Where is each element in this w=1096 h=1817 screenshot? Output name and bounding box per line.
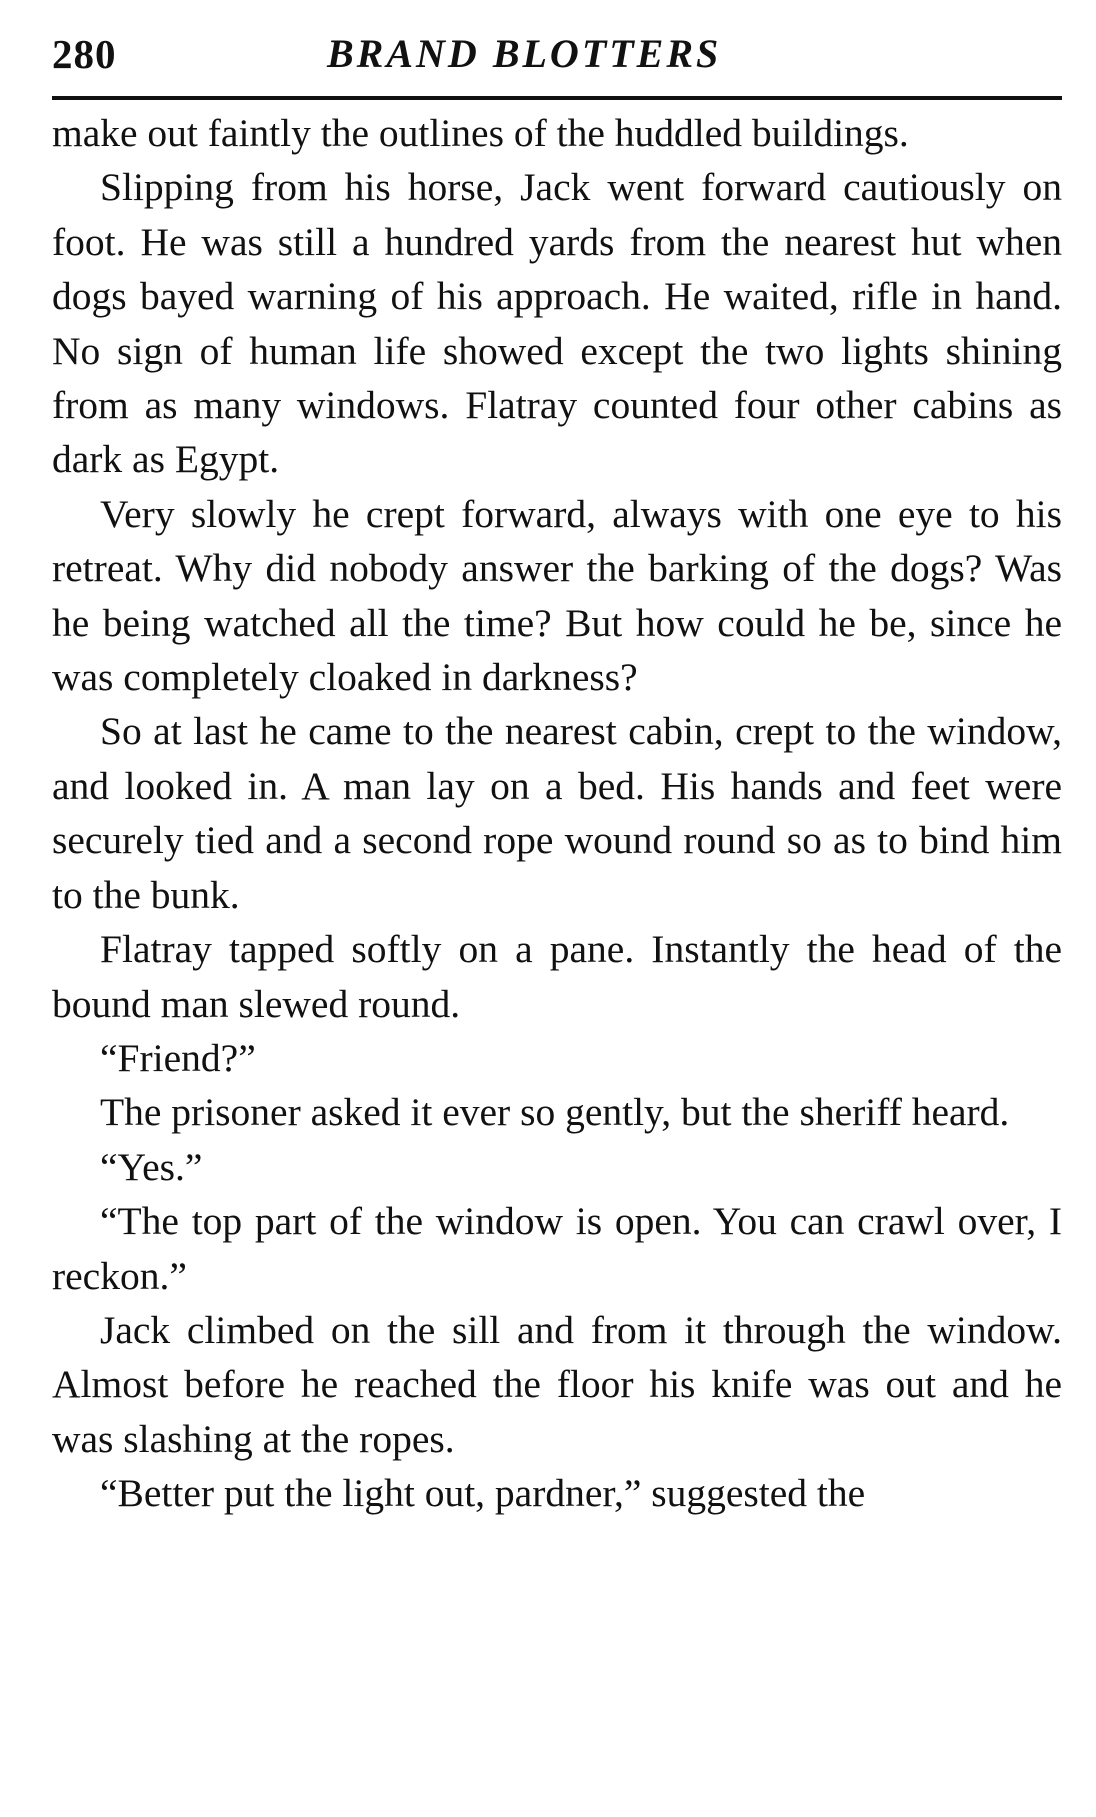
running-head bbox=[52, 30, 1062, 92]
paragraph: “Yes.” bbox=[100, 1144, 203, 1189]
paragraph: “The top part of the window is open. You can crawl over, I reckon.” bbox=[52, 1199, 1062, 1298]
paragraph: “Friend?” bbox=[100, 1035, 256, 1080]
body-text bbox=[52, 106, 1062, 1521]
paragraph: Flatray tapped softly on a pane. Instantly the head of the bound man slewed round. bbox=[52, 927, 1062, 1026]
paragraph: So at last he came to the nearest cabin, crept to the window, and looked in. A man lay on a bed. His hands and feet were securely tied and a second rope wound round so as to bind him to the bunk. bbox=[52, 709, 1062, 917]
page-number: 280 bbox=[52, 31, 117, 77]
paragraph: Jack climbed on the sill and from it through the window. Almost before he reached the floor his knife was out and he was slashing at the ropes. bbox=[52, 1307, 1062, 1461]
header-rule bbox=[52, 96, 1062, 100]
paragraph: Very slowly he crept forward, always with one eye to his retreat. Why did nobody answer the barking of the dogs? Was he being watched all the time? But how could he be, since he was completely cloaked in darkness? bbox=[52, 491, 1062, 700]
paragraph: make out faintly the outlines of the huddled buildings. bbox=[52, 111, 909, 155]
paragraph: “Better put the light out, pardner,” suggested the bbox=[100, 1471, 866, 1516]
book-page bbox=[52, 30, 1062, 1521]
running-title: BRAND BLOTTERS bbox=[327, 31, 722, 76]
paragraph: The prisoner asked it ever so gently, but the sheriff heard. bbox=[100, 1090, 1010, 1135]
paragraph: Slipping from his horse, Jack went forward cautiously on foot. He was still a hundred yards from the nearest hut when dogs bayed warning of his approach. He waited, rifle in hand. No sign of human life showed except the two lights shining from as many windows. Flatray counted four other cabins as dark as Egypt. bbox=[52, 165, 1062, 482]
